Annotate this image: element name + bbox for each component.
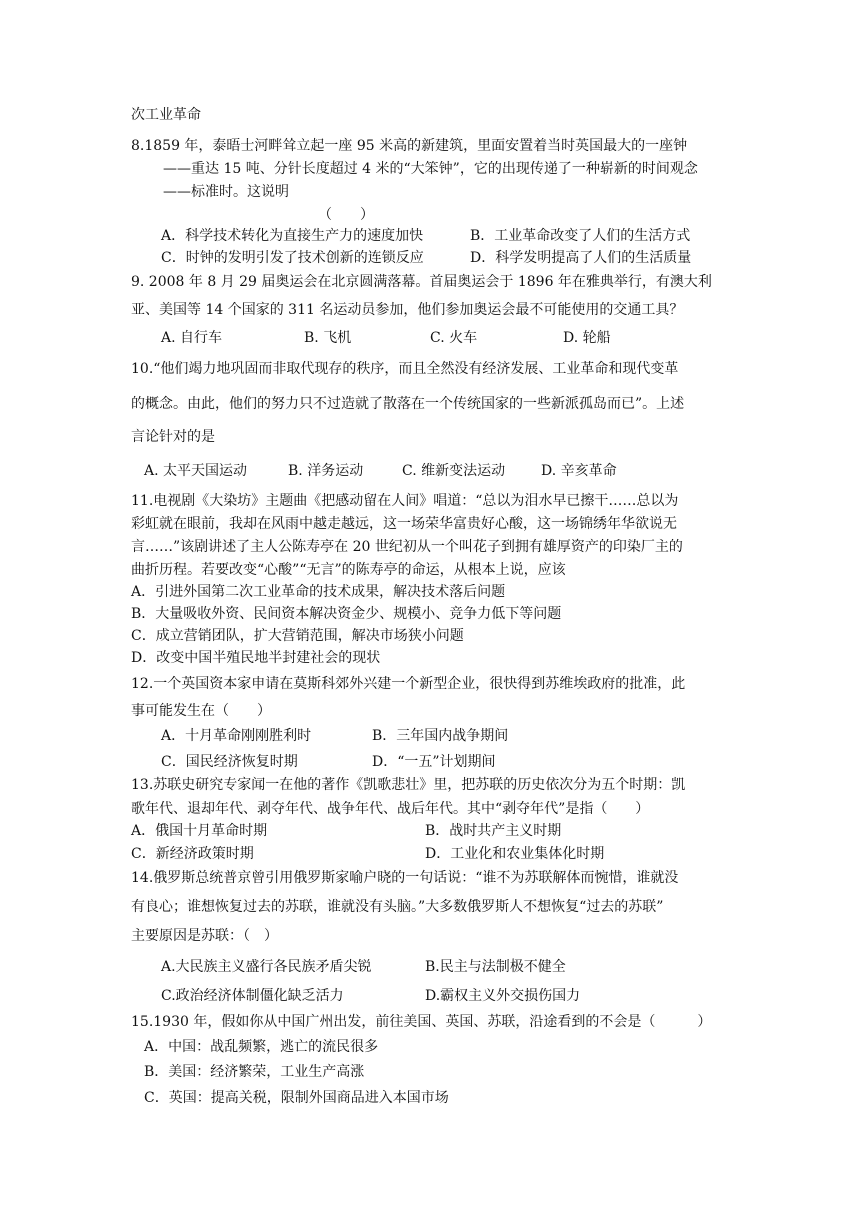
question-10-line-2: 的概念。由此，他们的努力只不过造就了散落在一个传统国家的一些新派孤岛而已”。上述 [131, 396, 685, 412]
question-12-line-2: 事可能发生在（ ） [131, 703, 271, 719]
question-8-option-c: C．时钟的发明引发了技术创新的连锁反应 [161, 250, 424, 266]
question-14-line-1: 14.俄罗斯总统普京曾引用俄罗斯家喻户晓的一句话说：“谁不为苏联解体而惋惜，谁就没 [131, 870, 679, 886]
question-11-option-a: A．引进外国第二次工业革命的技术成果，解决技术落后问题 [131, 584, 506, 600]
question-13-option-a: A．俄国十月革命时期 [131, 823, 268, 839]
question-11-option-c: C．成立营销团队，扩大营销范围，解决市场狭小问题 [131, 628, 464, 644]
question-10-option-c: C. 维新变法运动 [402, 463, 506, 479]
question-9-line-1: 9. 2008 年 8 月 29 届奥运会在北京圆满落幕。首届奥运会于 1896 年在雅典举行，有澳大利 [131, 274, 712, 290]
question-12-line-1: 12.一个英国资本家申请在莫斯科郊外兴建一个新型企业，很快得到苏维埃政府的批准，此 [131, 676, 686, 692]
question-12-option-c: C．国民经济恢复时期 [161, 754, 298, 770]
question-11-option-b: B．大量吸收外资、民间资本解决资金少、规模小、竞争力低下等问题 [131, 606, 562, 622]
question-8-line-1: 8.1859 年，泰晤士河畔耸立起一座 95 米高的新建筑，里面安置着当时英国最大的一座钟 [131, 138, 688, 154]
question-8-option-d: D．科学发明提高了人们的生活质量 [470, 250, 692, 266]
question-13-line-1: 13.苏联史研究专家闻一在他的著作《凯歌悲壮》里，把苏联的历史依次分为五个时期：凯 [131, 777, 686, 793]
question-13-option-b: B．战时共产主义时期 [425, 823, 562, 839]
question-15-option-c: C．英国：提高关税，限制外国商品进入本国市场 [144, 1090, 449, 1106]
question-8-line-2: ——重达 15 吨、分针长度超过 4 米的“大笨钟”，它的出现传递了一种崭新的时间观念 [163, 161, 698, 177]
question-14-line-2: 有良心；谁想恢复过去的苏联，谁就没有头脑。”大多数俄罗斯人不想恢复“过去的苏联” [131, 899, 664, 915]
question-11-line-1: 11.电视剧《大染坊》主题曲《把感动留在人间》唱道：“总以为泪水早已擦干……总以为 [131, 493, 679, 509]
question-8-line-3: ——标准时。这说明 [163, 184, 289, 200]
question-10-option-a: A. 太平天国运动 [144, 463, 248, 479]
question-14-option-a: A.大民族主义盛行各民族矛盾尖锐 [161, 959, 372, 975]
question-14-option-c: C.政治经济体制僵化缺乏活力 [161, 988, 344, 1004]
question-10-line-1: 10.“他们竭力地巩固而非取代现存的秩序，而且全然没有经济发展、工业革命和现代变革 [131, 361, 679, 377]
continuation-text: 次工业革命 [131, 107, 201, 123]
question-10-option-d: D. 辛亥革命 [541, 463, 617, 479]
question-13-option-d: D．工业化和农业集体化时期 [425, 846, 605, 862]
question-11-line-4: 曲折历程。若要改变“心酸”“无言”的陈寿亭的命运，从根本上说，应该 [131, 562, 566, 578]
question-14-option-b: B.民主与法制极不健全 [425, 959, 566, 975]
question-9-option-d: D. 轮船 [563, 330, 611, 346]
question-15-option-b: B．美国：经济繁荣，工业生产高涨 [144, 1064, 365, 1080]
question-8-option-a: A．科学技术转化为直接生产力的速度加快 [161, 228, 424, 244]
question-11-line-3: 言……”该剧讲述了主人公陈寿亭在 20 世纪初从一个叫花子到拥有雄厚资产的印染厂主的 [131, 539, 683, 555]
question-12-option-a: A．十月革命刚刚胜利时 [161, 728, 312, 744]
question-12-option-d: D．“一五”计划期间 [372, 754, 496, 770]
question-8-option-b: B．工业革命改变了人们的生活方式 [470, 228, 691, 244]
question-14-option-d: D.霸权主义外交损伤国力 [425, 988, 581, 1004]
question-12-option-b: B．三年国内战争期间 [372, 728, 509, 744]
question-15-line-1: 15.1930 年，假如你从中国广州出发，前往美国、英国、苏联，沿途看到的不会是（ ） [131, 1014, 712, 1030]
question-13-option-c: C．新经济政策时期 [131, 846, 254, 862]
question-10-line-3: 言论针对的是 [131, 429, 215, 445]
answer-blank: （ ） [318, 207, 374, 223]
question-10-option-b: B. 洋务运动 [288, 463, 364, 479]
question-13-line-2: 歌年代、退却年代、剥夺年代、战争年代、战后年代。其中“剥夺年代”是指（ ） [131, 801, 650, 817]
question-14-line-3: 主要原因是苏联：（ ） [131, 928, 278, 944]
question-11-option-d: D．改变中国半殖民地半封建社会的现状 [131, 650, 381, 666]
question-9-option-b: B. 飞机 [304, 330, 352, 346]
question-9-line-2: 亚、美国等 14 个国家的 311 名运动员参加，他们参加奥运会最不可能使用的交通工具？ [131, 302, 684, 318]
question-15-option-a: A．中国：战乱频繁，逃亡的流民很多 [144, 1039, 379, 1055]
question-11-line-2: 彩虹就在眼前，我却在风雨中越走越远，这一场荣华富贵好心酸，这一场锦绣年华欲说无 [131, 516, 677, 532]
question-9-option-a: A. 自行车 [161, 330, 223, 346]
question-9-option-c: C. 火车 [430, 330, 478, 346]
